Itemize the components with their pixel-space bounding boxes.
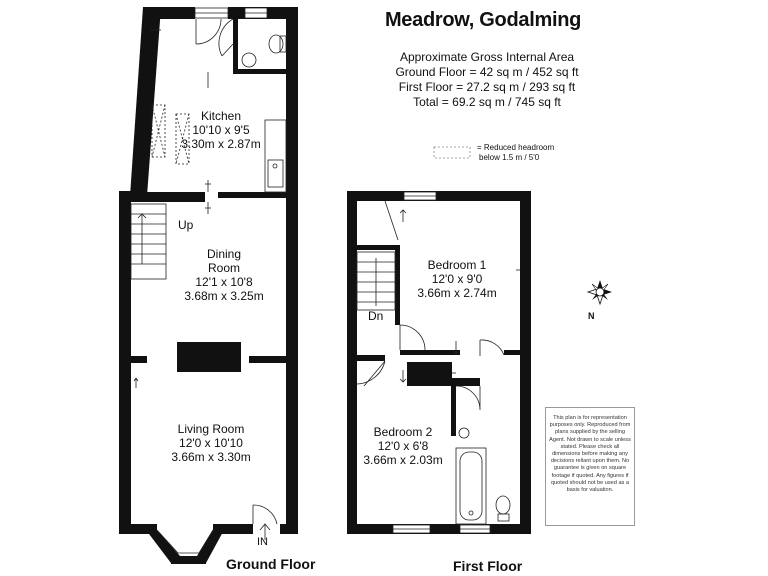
dining-living-wall-left bbox=[131, 356, 147, 363]
wc-wall-left bbox=[233, 19, 238, 74]
dining-metric: 3.68m x 3.25m bbox=[184, 289, 264, 303]
area-summary bbox=[395, 50, 578, 110]
landing-wall-top bbox=[357, 245, 398, 250]
kitchen-metric: 3.30m x 2.87m bbox=[181, 137, 261, 151]
ground-right-wall bbox=[286, 191, 298, 533]
first-floor-label: First Floor bbox=[453, 558, 523, 574]
dining-name-line2: Room bbox=[207, 261, 240, 275]
kitchen-back-door-swing bbox=[196, 19, 221, 44]
living-room-label bbox=[171, 422, 250, 464]
living-imperial: 12'0 x 10'10 bbox=[179, 436, 243, 450]
bathroom-basin-icon bbox=[459, 428, 469, 438]
kitchen-dining-wall-left bbox=[130, 192, 205, 202]
first-right-wall bbox=[520, 191, 531, 534]
legend-line-2: below 1.5 m / 5'0 bbox=[479, 153, 540, 162]
wc-basin-icon bbox=[242, 53, 256, 67]
first-floor-plan bbox=[347, 191, 531, 534]
area-heading: Approximate Gross Internal Area bbox=[399, 50, 575, 64]
wc-wall-bottom bbox=[233, 69, 286, 74]
legend-line-1: = Reduced headroom bbox=[477, 143, 555, 152]
compass-north-label: N bbox=[588, 311, 595, 321]
chimney-breast bbox=[177, 342, 241, 372]
stairs-down-label: Dn bbox=[368, 309, 384, 323]
entrance-label: IN bbox=[257, 536, 268, 548]
ground-bottom-wall-end bbox=[280, 524, 298, 534]
cupboard-door-swing bbox=[480, 340, 504, 356]
kitchen-label bbox=[181, 109, 260, 151]
kitchen-right-wall bbox=[286, 7, 298, 197]
kitchen-imperial: 10'10 x 9'5 bbox=[192, 123, 250, 137]
kitchen-top-wall-left bbox=[143, 7, 195, 19]
first-bottom-wall bbox=[347, 524, 531, 534]
dining-living-wall-right bbox=[249, 356, 286, 363]
legend-text bbox=[477, 143, 554, 163]
dining-room-label bbox=[184, 247, 263, 303]
bedroom2-imperial: 12'0 x 6'8 bbox=[377, 439, 429, 453]
area-ground: Ground Floor = 42 sq m / 452 sq ft bbox=[395, 65, 579, 79]
bedroom1-imperial: 12'0 x 9'0 bbox=[431, 272, 483, 286]
first-chimney-breast bbox=[407, 362, 452, 386]
entrance-door-swing bbox=[253, 505, 277, 524]
kitchen-dining-wall-right bbox=[218, 192, 286, 198]
bedroom1-name: Bedroom 1 bbox=[427, 258, 487, 272]
wc-door-swing bbox=[219, 19, 233, 56]
landing-wall-right bbox=[395, 245, 400, 325]
bedroom1-label bbox=[417, 258, 496, 300]
bedroom1-metric: 3.66m x 2.74m bbox=[417, 286, 497, 300]
bedroom1-door-swing bbox=[400, 325, 425, 350]
living-metric: 3.66m x 3.30m bbox=[171, 450, 251, 464]
bedroom2-door-swing bbox=[357, 361, 385, 386]
disclaimer-box: This plan is for representation purposes only. Reproduced from plans supplied by the selling Agent. Not drawn to scale unless stated. Please check all dimensions before making any decisions reliant upon them. No guarantee is given on square footage if quoted. Any figures if quoted should not be used as a basis for valuation. bbox=[545, 407, 635, 526]
bedroom1-bottom-wall-right bbox=[504, 350, 520, 355]
bedroom2-partition bbox=[357, 355, 385, 361]
property-title: Meadrow, Godalming bbox=[384, 9, 582, 31]
stairs-up-label: Up bbox=[178, 218, 194, 232]
living-name: Living Room bbox=[177, 422, 245, 436]
first-top-wall bbox=[347, 191, 531, 201]
bedroom2-metric: 3.66m x 2.03m bbox=[363, 453, 443, 467]
bathroom-divider bbox=[452, 378, 480, 386]
dining-name-line1: Dining bbox=[206, 247, 242, 261]
bay-wall-front bbox=[171, 556, 206, 564]
bathroom-wall bbox=[451, 386, 456, 436]
first-stairs bbox=[357, 252, 395, 310]
area-first: First Floor = 27.2 sq m / 293 sq ft bbox=[398, 80, 576, 94]
bedroom1-bottom-wall-left bbox=[400, 350, 460, 355]
bathroom-door-swing bbox=[456, 386, 480, 410]
kitchen-name: Kitchen bbox=[200, 109, 242, 123]
compass-icon bbox=[588, 280, 612, 304]
reduced-headroom-swatch bbox=[434, 147, 470, 158]
bedroom1-top-door-swing bbox=[385, 201, 398, 240]
kitchen-left-wall bbox=[130, 7, 161, 196]
ground-stairs bbox=[131, 204, 166, 279]
area-total: Total = 69.2 sq m / 745 sq ft bbox=[413, 95, 561, 109]
bedroom2-label bbox=[363, 425, 442, 467]
dining-imperial: 12'1 x 10'8 bbox=[195, 275, 253, 289]
wc-toilet-icon bbox=[269, 35, 283, 53]
first-left-wall bbox=[347, 191, 357, 534]
ground-left-wall bbox=[119, 191, 131, 533]
ground-floor-label: Ground Floor bbox=[226, 556, 316, 572]
bathroom-toilet-icon bbox=[496, 496, 510, 514]
bedroom2-name: Bedroom 2 bbox=[373, 425, 433, 439]
